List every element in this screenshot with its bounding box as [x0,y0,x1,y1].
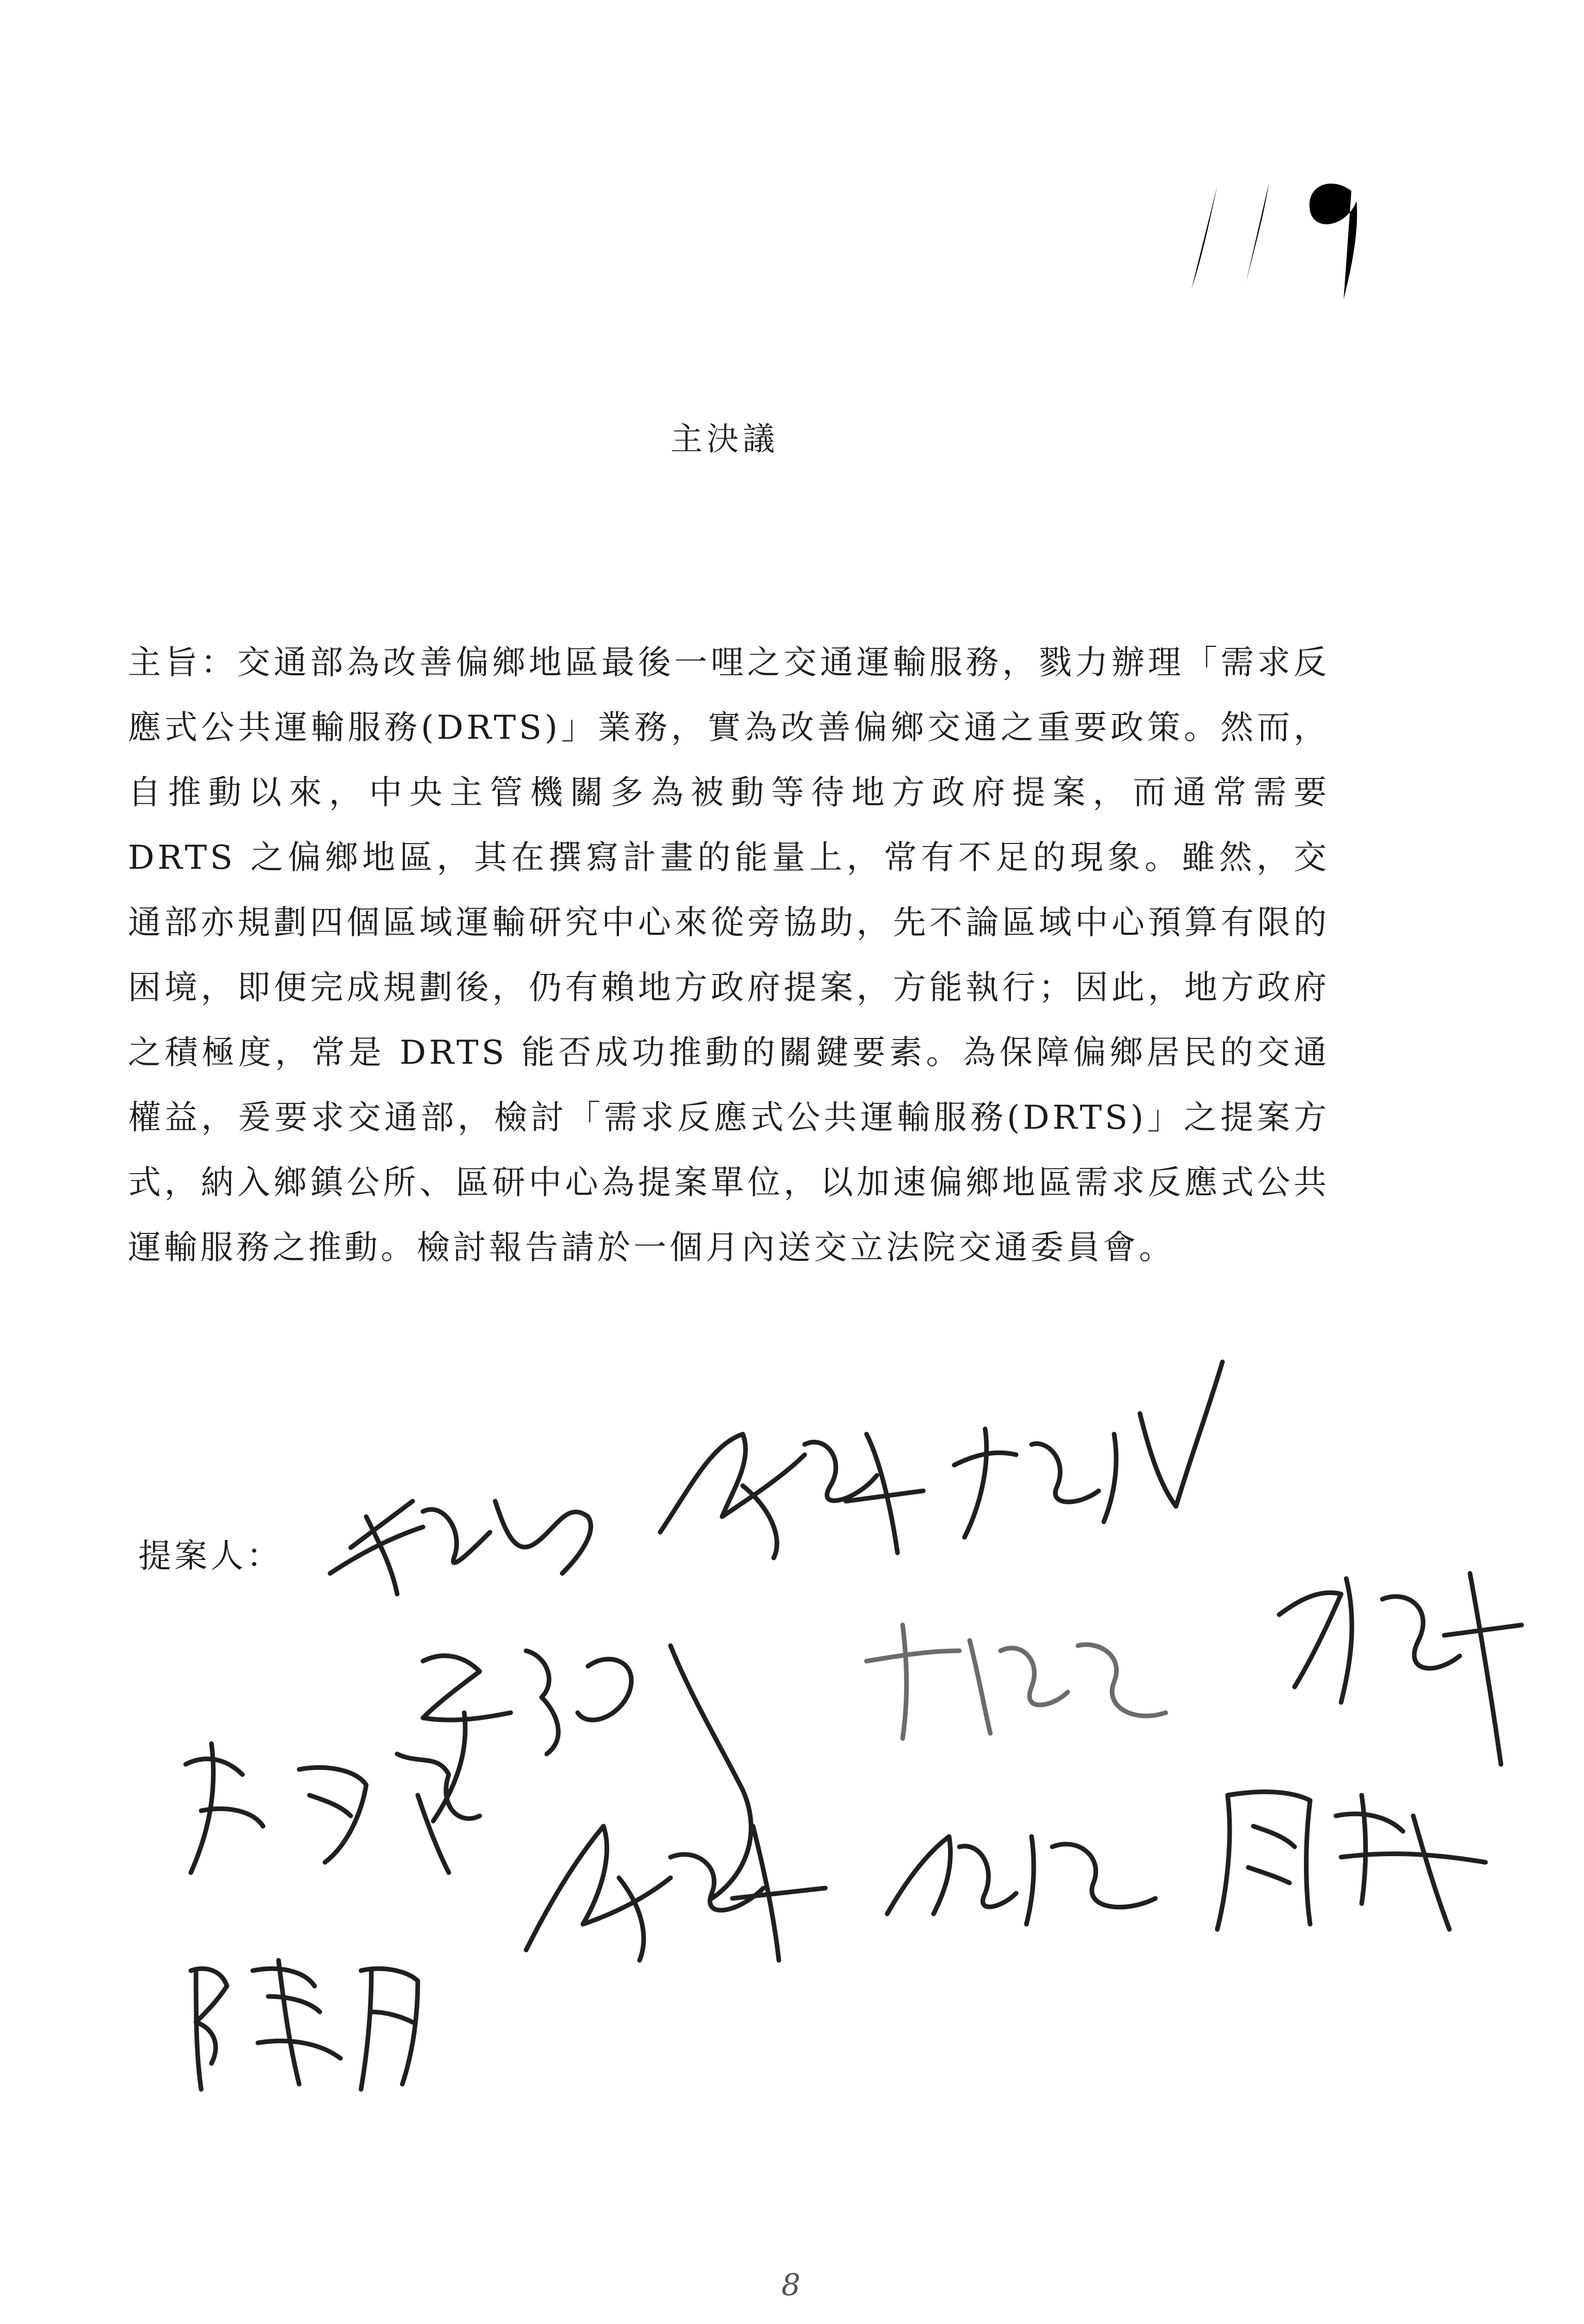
handwritten-number [1181,155,1398,310]
signature-11 [175,1940,464,2094]
resolution-body-text: 主旨：交通部為改善偏鄉地區最後一哩之交通運輸服務，戮力辦理「需求反應式公共運輸服務(DRTS)」業務，實為改善偏鄉交通之重要政策。然而，自推動以來，中央主管機關多為被動等待地方政府提案，而通常需要 DRTS 之偏鄉地區，其在撰寫計畫的能量上，常有不足的現象。雖然，交通部亦規劃四個區域運輸研究中心來從旁協助，先不論區域中心預算有限的困境，即便完成規劃後，仍有賴地方政府提案，方能執行；因此，地方政府之積極度，常是 DRTS 能否成功推動的關鍵要素。為保障偏鄉居民的交通權益，爰要求交通部，檢討「需求反應式公共運輸服務(DRTS)」之提案方式，納入鄉鎮公所、區研中心為提案單位，以加速偏鄉地區需求反應式公共運輸服務之推動。檢討報告請於一個月內送交立法院交通委員會。 [128,644,1330,1267]
signature-3 [944,1352,1233,1568]
document-title: 主決議 [671,420,779,458]
signature-1 [320,1470,609,1604]
signature-2 [650,1413,928,1568]
signature-9 [877,1816,1166,1929]
handwritten-number-drawing [1181,155,1398,310]
page-number: 8 [781,2267,801,2302]
signature-10 [1207,1775,1496,1940]
signature-5 [856,1610,1176,1744]
signature-8 [516,1795,836,1971]
signature-7 [170,1723,500,1888]
proposer-label: 提案人： [138,1537,283,1575]
signature-6 [1264,1558,1532,1775]
